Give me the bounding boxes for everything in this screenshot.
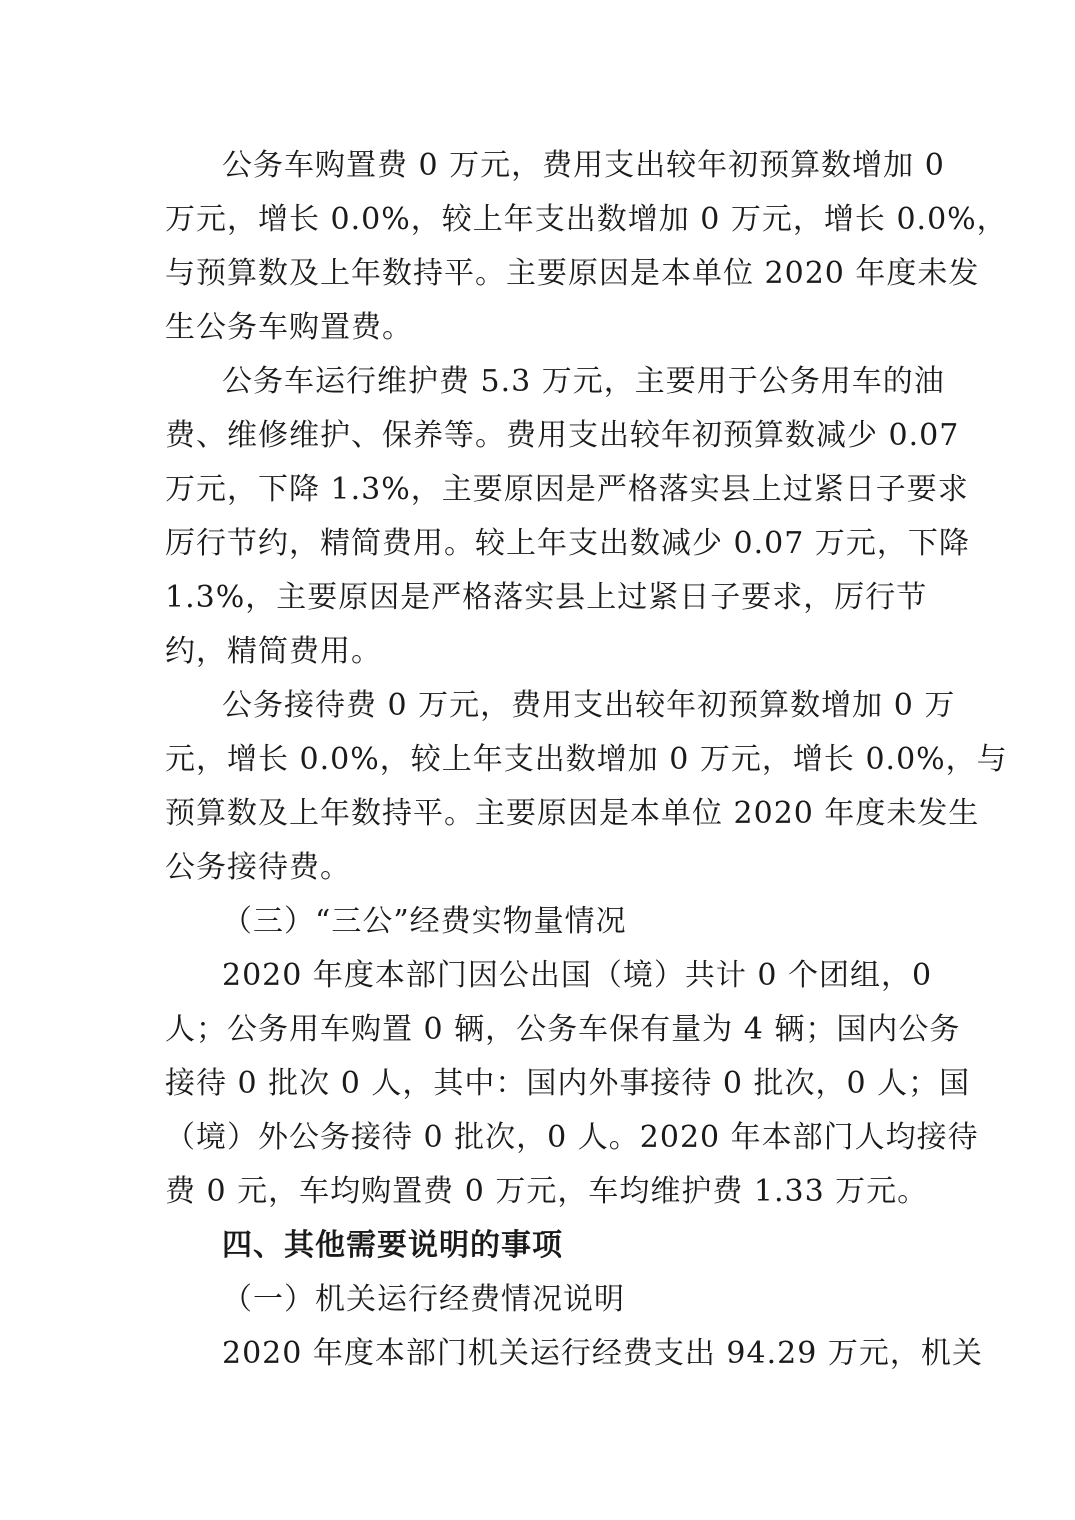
text-line: 生公务车购置费。 xyxy=(165,310,413,345)
text-line: 公务车运行维护费 5.3 万元，主要用于公务用车的油 xyxy=(222,364,945,399)
text-line: 2020 年度本部门因公出国（境）共计 0 个团组，0 xyxy=(222,958,933,993)
section-heading: （三）“三公”经费实物量情况 xyxy=(222,904,627,939)
text-line: 厉行节约，精简费用。较上年支出数减少 0.07 万元，下降 xyxy=(165,526,970,561)
text-line: 费 0 元，车均购置费 0 万元，车均维护费 1.33 万元。 xyxy=(165,1174,929,1209)
text-line: 1.3%，主要原因是严格落实县上过紧日子要求，厉行节 xyxy=(165,580,928,615)
section-heading: （一）机关运行经费情况说明 xyxy=(222,1282,625,1317)
text-line: 约，精简费用。 xyxy=(165,634,382,669)
text-line: 元，增长 0.0%，较上年支出数增加 0 万元，增长 0.0%，与 xyxy=(165,742,1008,777)
text-line: 与预算数及上年数持平。主要原因是本单位 2020 年度未发 xyxy=(165,256,980,291)
text-line: 万元，增长 0.0%，较上年支出数增加 0 万元，增长 0.0%， xyxy=(165,202,1008,237)
text-line: 公务接待费 0 万元，费用支出较年初预算数增加 0 万 xyxy=(222,688,956,723)
text-line: 公务车购置费 0 万元，费用支出较年初预算数增加 0 xyxy=(222,148,945,183)
text-line: 人；公务用车购置 0 辆，公务车保有量为 4 辆；国内公务 xyxy=(165,1012,961,1047)
text-line: （境）外公务接待 0 批次，0 人。2020 年本部门人均接待 xyxy=(165,1120,979,1155)
text-line: 费、维修维护、保养等。费用支出较年初预算数减少 0.07 xyxy=(165,418,960,453)
section-title: 四、其他需要说明的事项 xyxy=(222,1228,563,1263)
text-line: 预算数及上年数持平。主要原因是本单位 2020 年度未发生 xyxy=(165,796,980,831)
text-line: 公务接待费。 xyxy=(165,850,351,885)
text-line: 2020 年度本部门机关运行经费支出 94.29 万元，机关 xyxy=(222,1336,983,1371)
text-line: 接待 0 批次 0 人，其中：国内外事接待 0 批次，0 人；国 xyxy=(165,1066,971,1101)
text-line: 万元，下降 1.3%，主要原因是严格落实县上过紧日子要求 xyxy=(165,472,969,507)
